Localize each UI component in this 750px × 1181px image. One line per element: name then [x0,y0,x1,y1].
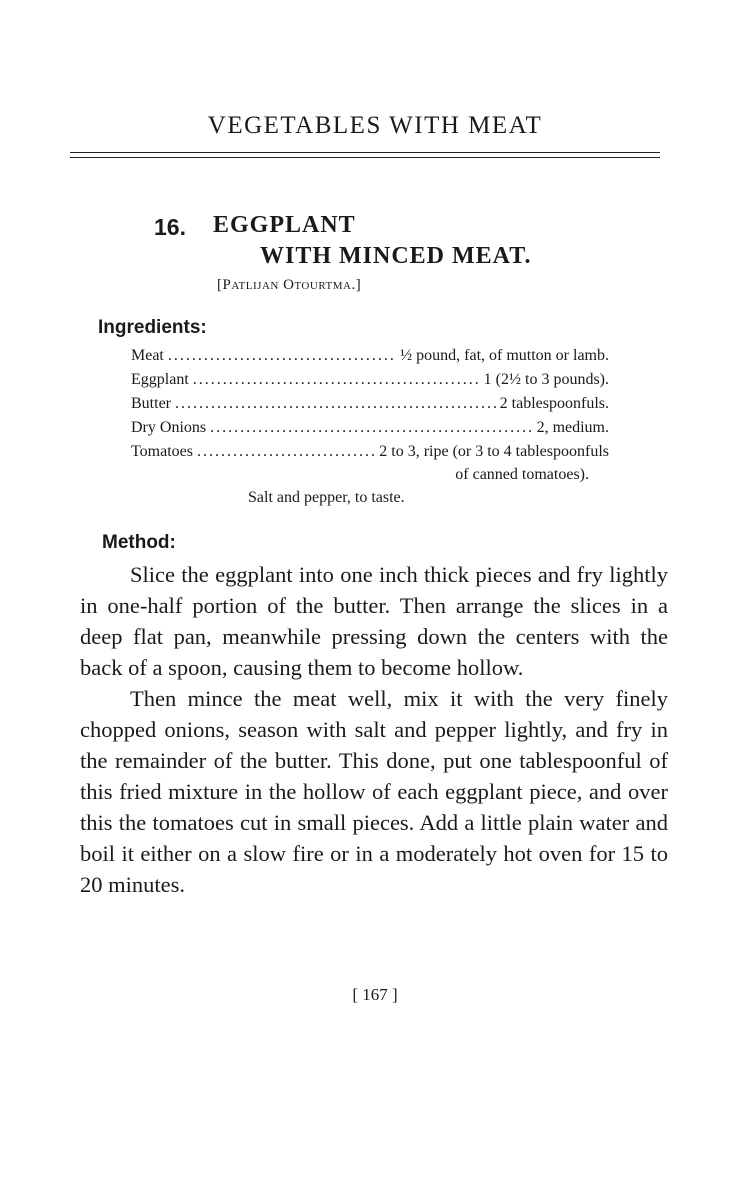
leader-dots [197,440,375,464]
ingredient-amount: 2 tablespoonfuls. [499,395,609,412]
running-head: VEGETABLES WITH MEAT [207,112,543,139]
ingredient-row [131,344,609,368]
ingredient-amount: ½ pound, fat, of mutton or lamb. [400,347,609,364]
ingredient-name: Meat [131,347,164,364]
header-rule-bottom [70,157,660,158]
leader-dots [168,344,396,368]
ingredient-amount: 1 (2½ to 3 pounds). [483,371,609,388]
leader-dots [210,416,532,440]
recipe-number: 16. [154,214,186,240]
method-heading: Method: [102,532,176,553]
leader-dots [193,368,480,392]
ingredient-row [131,440,609,464]
ingredient-continuation: of canned tomatoes). [455,466,589,483]
recipe-title-line2: WITH MINCED MEAT. [260,243,532,269]
method-paragraph: Then mince the meat well, mix it with the very finely chopped onions, season with salt and pepper lightly, and fry in the remainder of the butter. This done, put one tablespoonful of this fried mixture in the hollow of each eggplant piece, and over this the tomatoes cut in small pieces. Add a little plain water and boil it either on a slow fire or in a moderately hot oven for 15 to 20 minutes. [80,686,668,897]
method-text [80,559,668,900]
page-number: [ 167 ] [352,985,398,1004]
ingredient-name: Eggplant [131,371,189,388]
ingredient-row [131,368,609,392]
recipe-title-line1: EGGPLANT [213,212,356,238]
ingredient-amount: 2 to 3, ripe (or 3 to 4 tablespoonfuls [379,443,609,460]
method-paragraph: Slice the eggplant into one inch thick pieces and fry lightly in one-half portion of the butter. Then arrange the slices in a deep flat pan, meanwhile pressing down the centers with the back of a spoon, causing them to become hollow. [80,562,668,680]
header-rule-top [70,152,660,153]
salt-pepper-line: Salt and pepper, to taste. [248,489,405,506]
ingredient-name: Butter [131,395,171,412]
ingredient-row [131,416,609,440]
leader-dots [175,392,496,416]
ingredient-name: Dry Onions [131,419,207,436]
ingredients-heading: Ingredients: [98,317,207,338]
ingredients-list [131,344,609,486]
ingredient-name: Tomatoes [131,443,193,460]
recipe-subtitle: [Patlijan Otourtma.] [217,277,362,293]
ingredient-row [131,392,609,416]
ingredient-amount: 2, medium. [536,419,609,436]
